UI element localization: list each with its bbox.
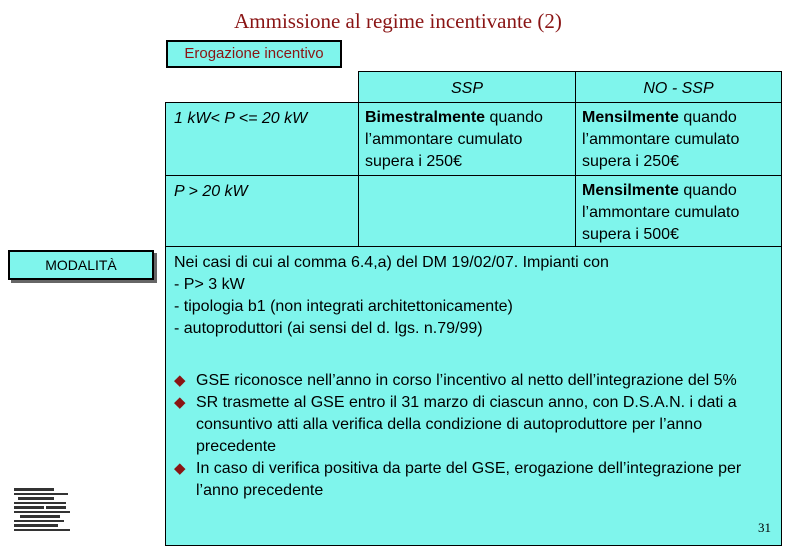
- slide-title: Ammissione al regime incentivante (2): [234, 9, 562, 33]
- header-nossp: NO - SSP: [575, 71, 782, 103]
- intro-line: - P> 3 kW: [174, 276, 245, 293]
- bullet-text: SR trasmette al GSE entro il 31 marzo di ciascun anno, con D.S.A.N. i dati a consuntivo atti alla verifica della condizione di autoproduttore per l’anno precedente: [196, 394, 737, 455]
- row2-nossp-bold: Mensilmente: [582, 182, 679, 199]
- row1-nossp-bold: Mensilmente: [582, 109, 679, 126]
- header-ssp: SSP: [358, 71, 576, 103]
- intro-line: Nei casi di cui al comma 6.4,a) del DM 19/02/07. Impianti con: [174, 254, 609, 271]
- diamond-bullet-icon: ◆: [174, 460, 186, 477]
- diamond-bullet-icon: ◆: [174, 372, 186, 389]
- row1-nossp-cell: [575, 102, 782, 176]
- row-condition-1: 1 kW< P <= 20 kW: [165, 102, 359, 176]
- bullet-item: [174, 370, 773, 392]
- row-condition-2: P > 20 kW: [165, 175, 359, 247]
- row2-nossp-cell: [575, 175, 782, 247]
- bullet-text: GSE riconosce nell’anno in corso l’incentivo al netto dell’integrazione del 5%: [196, 372, 737, 389]
- bullet-item: [174, 392, 773, 458]
- row1-ssp-cell: [358, 102, 576, 176]
- diamond-bullet-icon: ◆: [174, 394, 186, 411]
- modalita-label: MODALITÀ: [8, 250, 154, 280]
- row1-ssp-text: quando l’ammontare cumulato supera i 250€: [365, 109, 543, 170]
- bullet-list: [174, 370, 773, 502]
- page-number: 31: [758, 520, 771, 535]
- row1-nossp-text: quando l’ammontare cumulato supera i 250€: [582, 109, 740, 170]
- section-label: Erogazione incentivo: [166, 40, 342, 68]
- row2-ssp-cell: [358, 175, 576, 247]
- bullet-item: [174, 458, 773, 502]
- bullet-text: In caso di verifica positiva da parte del GSE, erogazione dell’integrazione per l’anno precedente: [196, 460, 742, 499]
- row1-ssp-bold: Bimestralmente: [365, 109, 486, 126]
- row2-nossp-text: quando l’ammontare cumulato supera i 500€: [582, 182, 740, 243]
- intro-line: - tipologia b1 (non integrati architettonicamente): [174, 298, 513, 315]
- intro-line: - autoproduttori (ai sensi del d. lgs. n.79/99): [174, 320, 483, 337]
- main-content-box: [165, 246, 782, 546]
- logo-icon: [12, 486, 72, 534]
